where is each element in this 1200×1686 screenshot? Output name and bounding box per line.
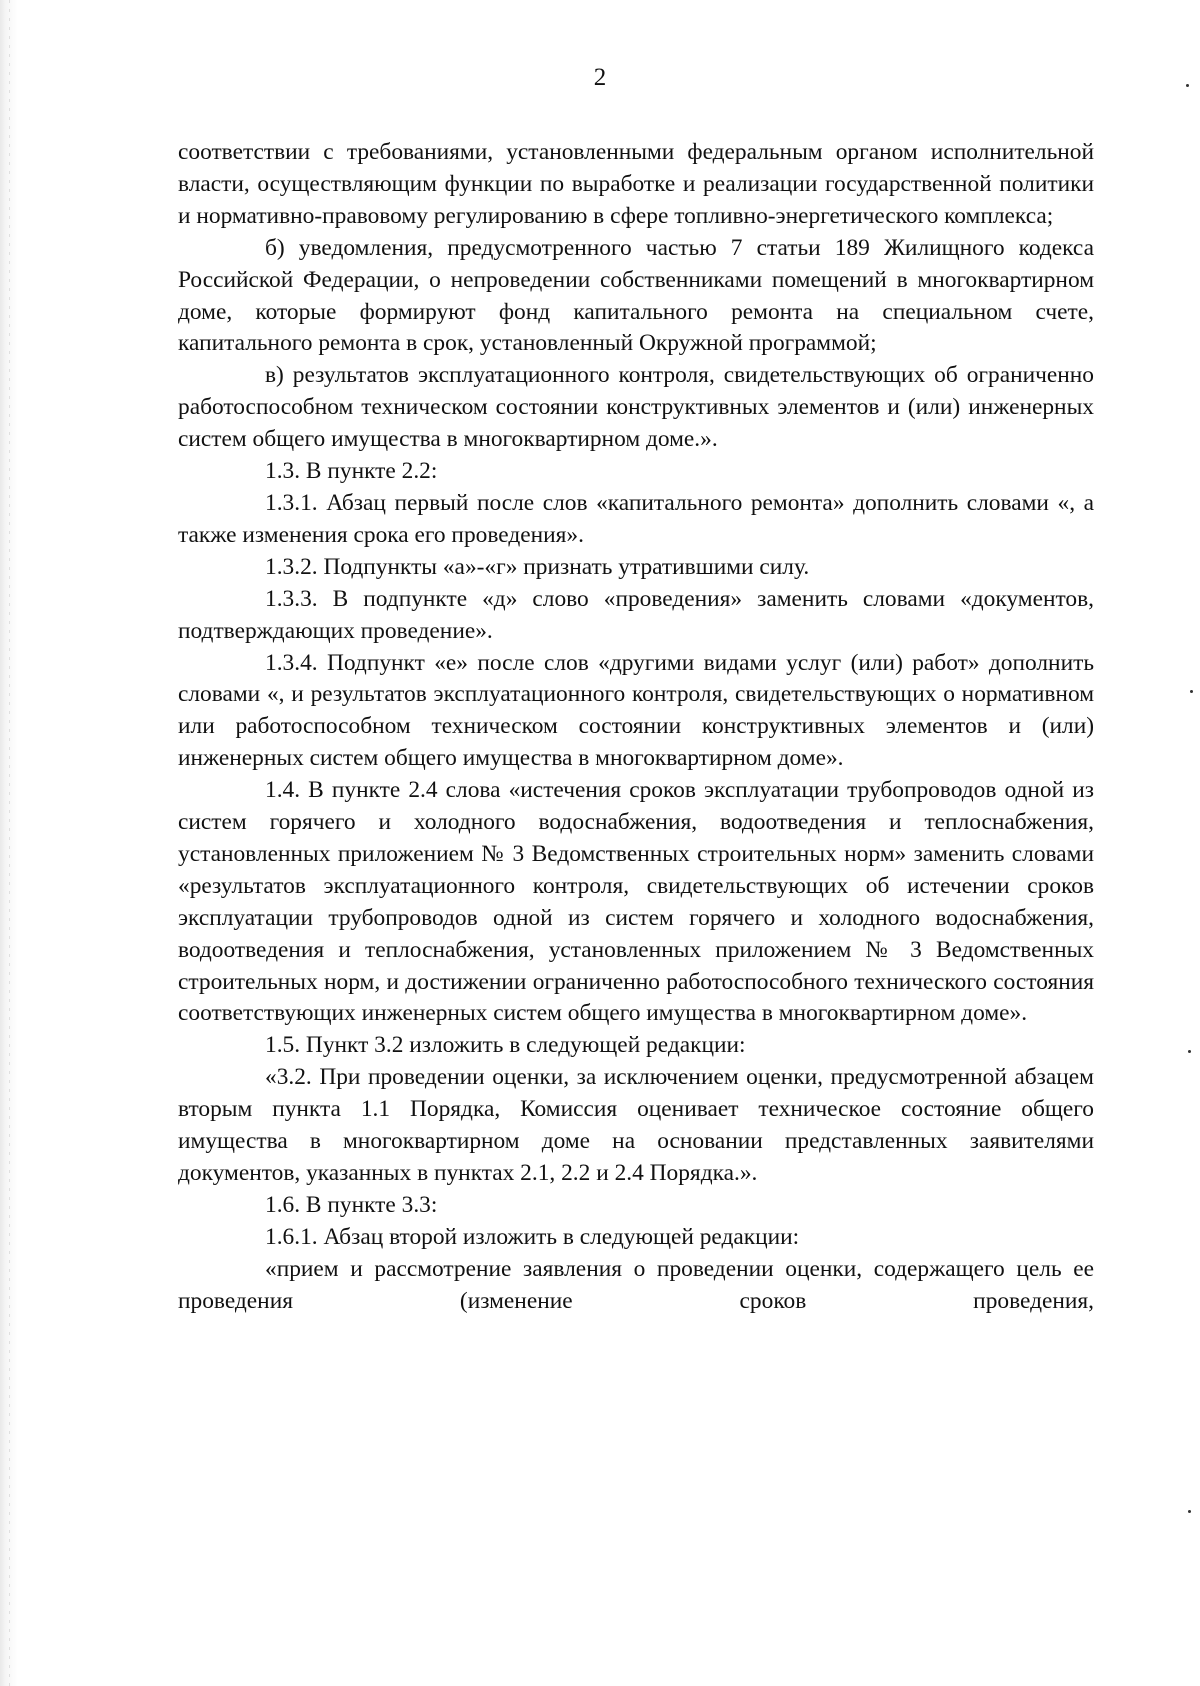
scan-edge-shadow <box>0 0 30 1686</box>
paragraph: в) результатов эксплуатационного контроля, свидетельствующих об ограниченно работоспособном техническом состоянии конструктивных элементов и (или) инженерных систем общего имущества в многоквартирном доме.». <box>178 362 1094 453</box>
paragraph: 1.3.1. Абзац первый после слов «капитального ремонта» дополнить словами «, а также изменения срока его проведения». <box>178 489 1094 548</box>
paragraph: 1.5. Пункт 3.2 изложить в следующей редакции: <box>265 1032 746 1059</box>
paragraph: «3.2. При проведении оценки, за исключением оценки, предусмотренной абзацем вторым пункта 1.1 Порядка, Комиссия оценивает техническое состояние общего имущества в многоквартирном доме на основании представленных заявителями документов, указанных в пунктах 2.1, 2.2 и 2.4 Порядка.». <box>178 1064 1094 1186</box>
scan-speck <box>1188 1050 1191 1053</box>
scan-speck <box>1188 1510 1191 1513</box>
paragraph: 1.6.1. Абзац второй изложить в следующей редакции: <box>265 1223 800 1250</box>
scan-speck <box>1190 690 1193 693</box>
paragraph: 1.3.2. Подпункты «а»-«г» признать утратившими силу. <box>265 553 810 580</box>
paragraph: б) уведомления, предусмотренного частью 7 статьи 189 Жилищного кодекса Российской Федерации, о непроведении собственниками помещений в многоквартирном доме, которые формируют фонд капитального ремонта на специальном счете, капитального ремонта в срок, установленный Окружной программой; <box>178 234 1094 357</box>
paragraph: соответствии с требованиями, установленными федеральным органом исполнительной власти, осуществляющим функции по выработке и реализации государственной политики и нормативно-правовому регулированию в сфере топливно-энергетического комплекса; <box>178 139 1094 229</box>
paragraph: 1.6. В пункте 3.3: <box>265 1191 438 1218</box>
paragraph: 1.3. В пункте 2.2: <box>265 458 438 485</box>
paragraph: 1.3.4. Подпункт «е» после слов «другими видами услуг (или) работ» дополнить словами «, и результатов эксплуатационного контроля, свидетельствующих о нормативном или работоспособном техническом состоянии конструктивных элементов и (или) инженерных систем общего имущества в многоквартирном доме». <box>178 649 1094 772</box>
paragraph: «прием и рассмотрение заявления о проведении оценки, содержащего цель ее проведения (изменение сроков проведения, <box>178 1255 1094 1314</box>
page-number: 2 <box>593 64 607 91</box>
paragraph: 1.3.3. В подпункте «д» слово «проведения» заменить словами «документов, подтверждающих проведение». <box>178 585 1094 644</box>
paragraph: 1.4. В пункте 2.4 слова «истечения сроков эксплуатации трубопроводов одной из систем горячего и холодного водоснабжения, водоотведения и теплоснабжения, установленных приложением № 3 Ведомственных строительных норм» заменить словами «результатов эксплуатационного контроля, свидетельствующих об истечении сроков эксплуатации трубопроводов одной из систем горячего и холодного водоснабжения, водоотведения и теплоснабжения, установленных приложением № 3 Ведомственных строительных норм, и достижении ограниченно работоспособного технического состояния соответствующих инженерных систем общего имущества в многоквартирном доме». <box>178 777 1094 1027</box>
document-body <box>178 137 1094 1318</box>
